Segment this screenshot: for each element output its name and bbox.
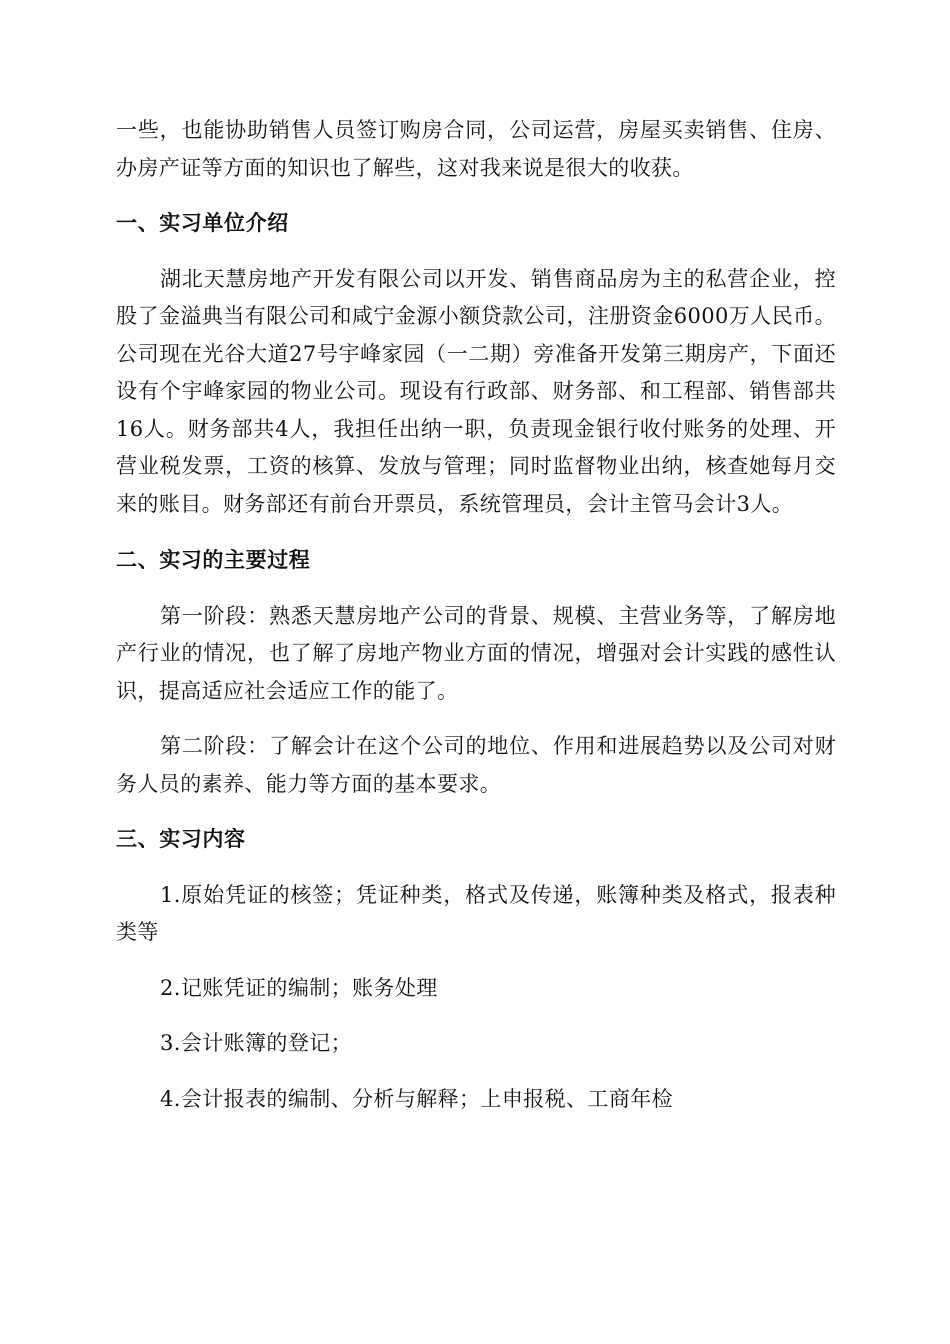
content-item-2: 2.记账凭证的编制；账务处理: [160, 975, 438, 1000]
document-body: [116, 112, 836, 1118]
section-heading-content: 三、实习内容: [116, 827, 246, 851]
stage-two-paragraph: 第二阶段：了解会计在这个公司的地位、作用和进展趋势以及公司对财务人员的素养、能力等方面的基本要求。: [116, 734, 836, 796]
content-item-1: 1.原始凭证的核签；凭证种类，格式及传递，账簿种类及格式，报表种类等: [116, 882, 836, 944]
section-heading-main-process: 二、实习的主要过程: [116, 548, 311, 572]
content-item-4: 4.会计报表的编制、分析与解释；上申报税、工商年检: [160, 1086, 674, 1111]
stage-one-paragraph: 第一阶段：熟悉天慧房地产公司的背景、规模、主营业务等，了解房地产行业的情况，也了解了房地产物业方面的情况，增强对会计实践的感性认识，提高适应社会适应工作的能了。: [116, 603, 836, 703]
section-heading-unit-intro: 一、实习单位介绍: [116, 211, 289, 235]
intro-paragraph: 一些，也能协助销售人员签订购房合同，公司运营，房屋买卖销售、住房、办房产证等方面的知识也了解些，这对我来说是很大的收获。: [116, 118, 836, 180]
content-item-3: 3.会计账簿的登记；: [160, 1031, 353, 1055]
unit-intro-paragraph: 湖北天慧房地产开发有限公司以开发、销售商品房为主的私营企业，控股了金溢典当有限公司和咸宁金源小额贷款公司，注册资金6000万人民币。公司现在光谷大道27号宇峰家园（一二期）旁准备开发第三期房产，下面还设有个宇峰家园的物业公司。现设有行政部、财务部、和工程部、销售部共16人。财务部共4人，我担任出纳一职，负责现金银行收付账务的处理、开营业税发票，工资的核算、发放与管理；同时监督物业出纳，核查她每月交来的账目。财务部还有前台开票员，系统管理员，会计主管马会计3人。: [116, 266, 836, 516]
